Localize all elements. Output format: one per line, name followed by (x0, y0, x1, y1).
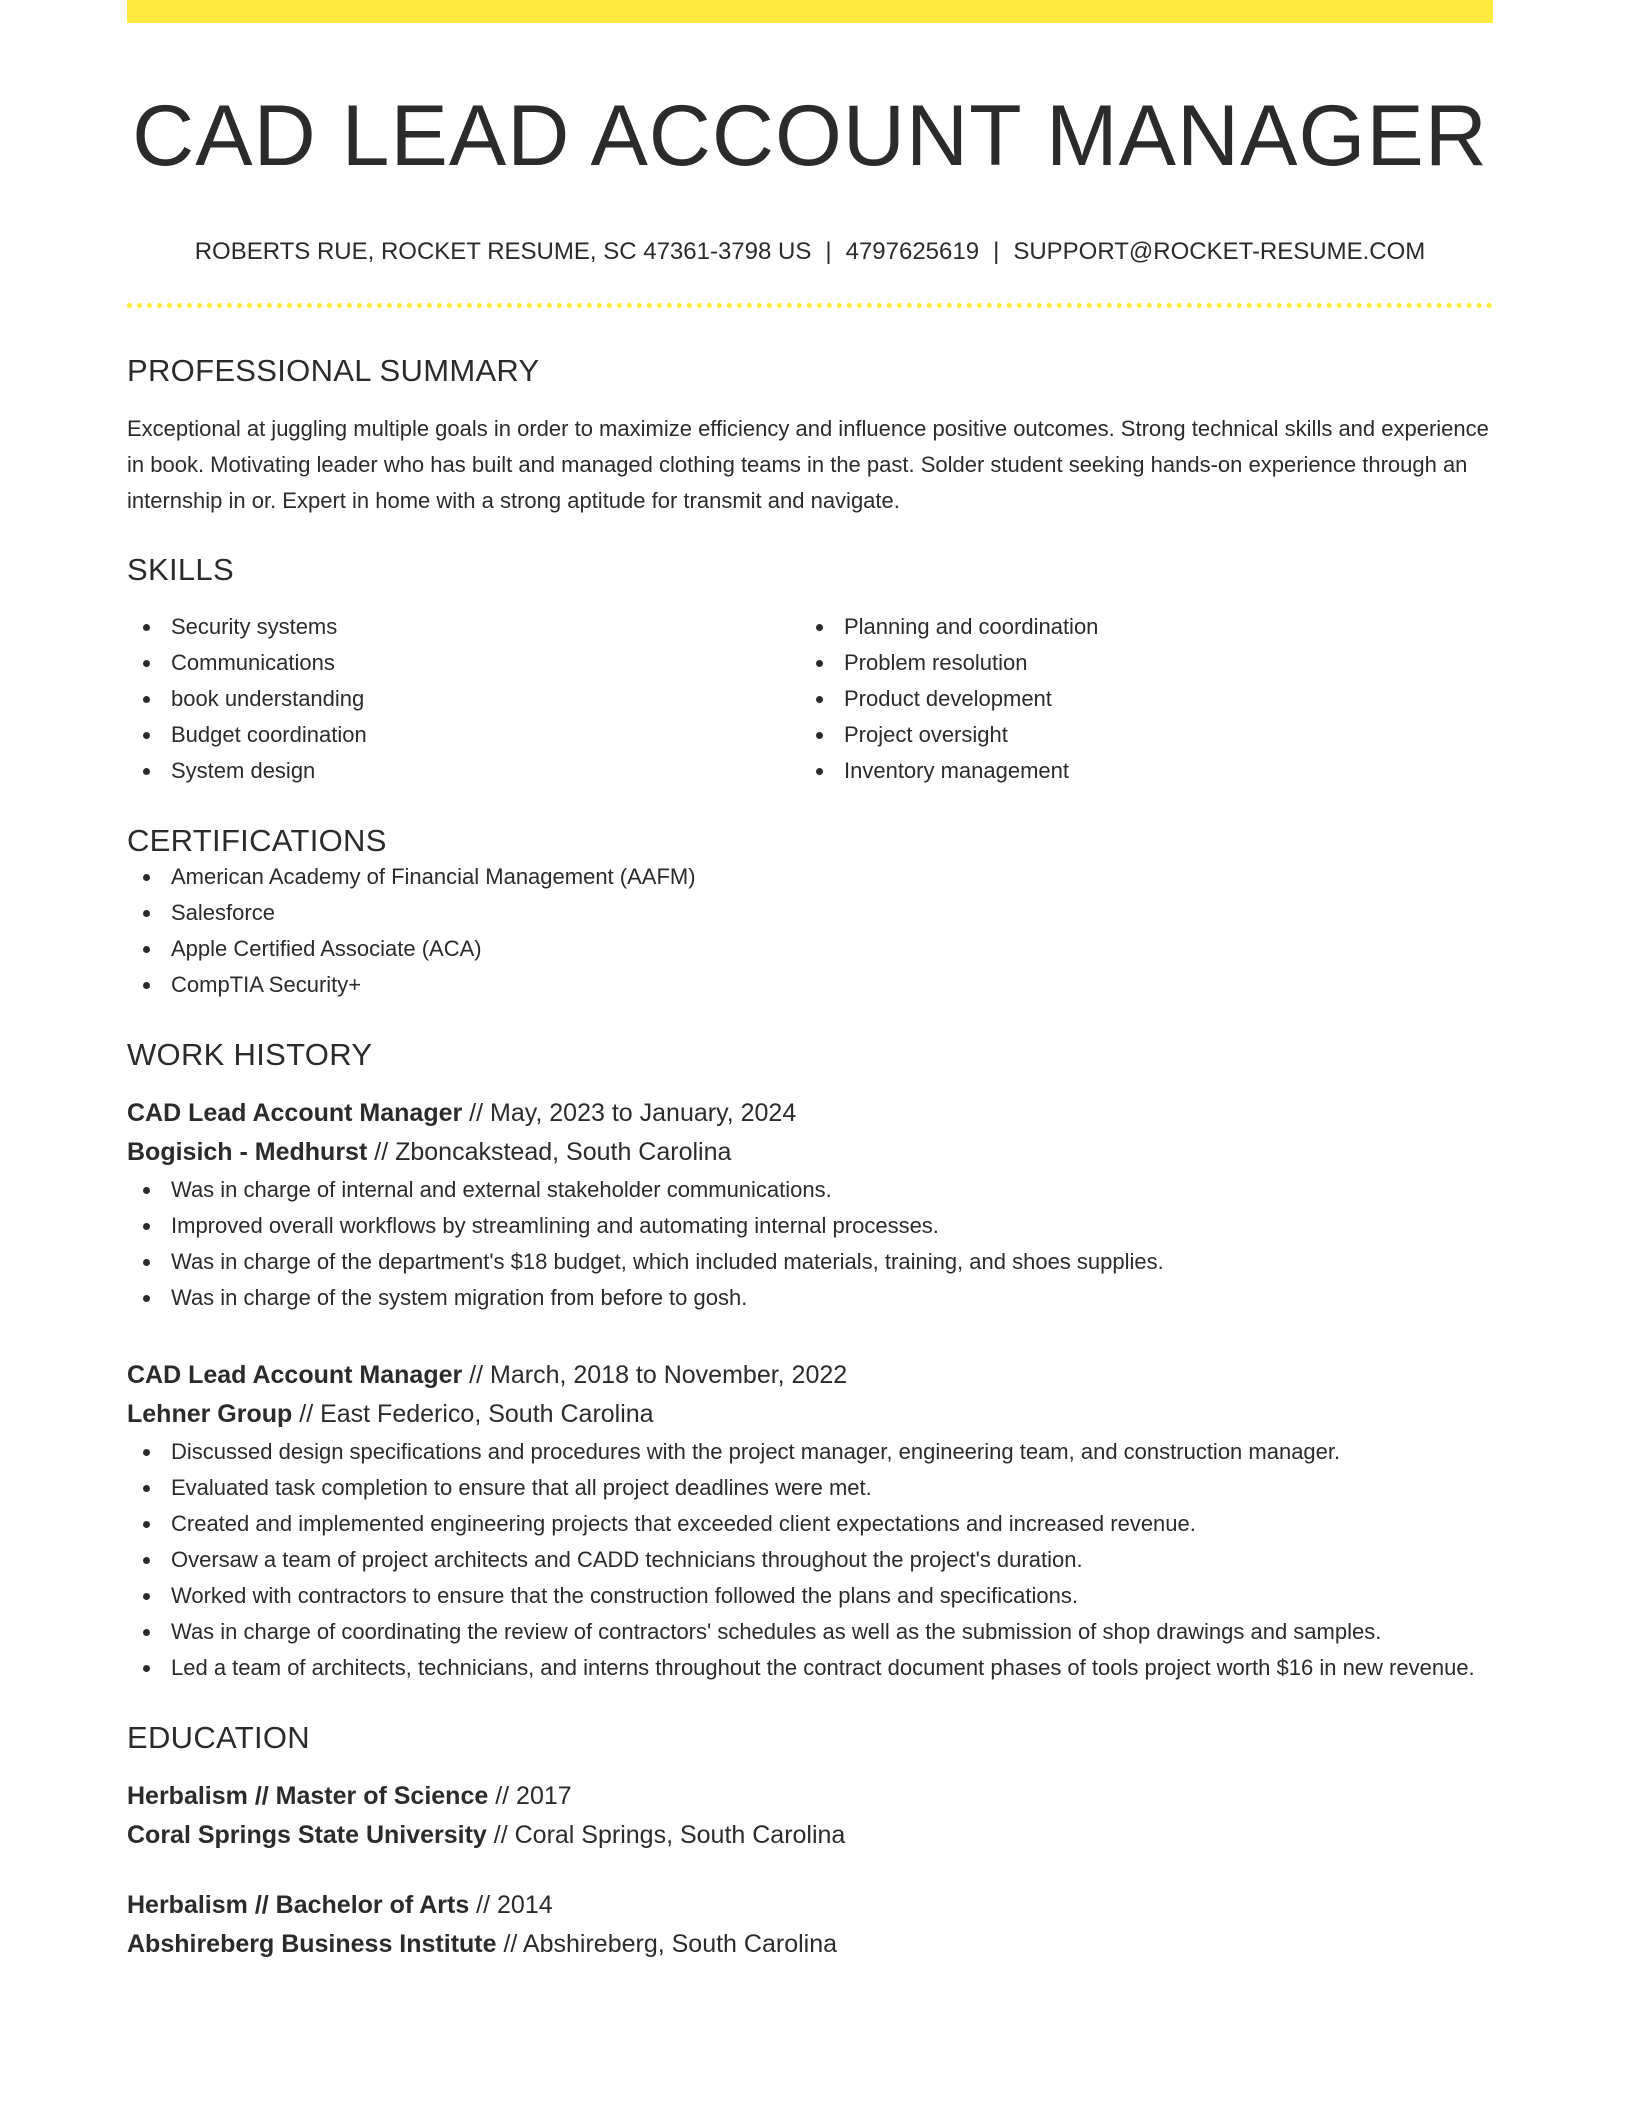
job-company-line (127, 1133, 1493, 1172)
dotted-divider (127, 303, 1493, 308)
job-bullets (127, 1434, 1493, 1686)
job-bullet: Discussed design specifications and procedures with the project manager, engineering team, and construction manager. (127, 1434, 1493, 1470)
skill-item: Planning and coordination (800, 609, 1473, 645)
certification-item: CompTIA Security+ (127, 967, 1493, 1003)
job-role-line (127, 1356, 1493, 1395)
skill-item: Product development (800, 681, 1473, 717)
contact-separator: | (825, 238, 832, 266)
education-school: Abshireberg Business Institute (127, 1930, 497, 1959)
job-bullet: Oversaw a team of project architects and CADD technicians throughout the project's duration. (127, 1542, 1493, 1578)
resume-title: CAD LEAD ACCOUNT MANAGER (132, 88, 1488, 184)
education-school-line (127, 1816, 1493, 1855)
job-company: Lehner Group (127, 1400, 293, 1429)
certification-item: Salesforce (127, 895, 1493, 931)
job-location: // Zboncakstead, South Carolina (367, 1138, 732, 1167)
job-bullet: Created and implemented engineering projects that exceeded client expectations and increased revenue. (127, 1506, 1493, 1542)
job-bullet: Led a team of architects, technicians, and interns throughout the contract document phases of tools project worth $16 in new revenue. (127, 1650, 1493, 1686)
job-bullet: Was in charge of coordinating the review of contractors' schedules as well as the submission of shop drawings and samples. (127, 1614, 1493, 1650)
education-entry (127, 1886, 1493, 1964)
education-heading: EDUCATION (127, 1720, 310, 1756)
job-location: // East Federico, South Carolina (292, 1400, 654, 1429)
summary-heading: PROFESSIONAL SUMMARY (127, 353, 540, 389)
job-dates: // May, 2023 to January, 2024 (462, 1099, 797, 1128)
accent-bar (127, 0, 1493, 23)
job-bullet: Was in charge of the department's $18 budget, which included materials, training, and shoes supplies. (127, 1244, 1493, 1280)
job-bullets (127, 1172, 1493, 1316)
certifications-heading: CERTIFICATIONS (127, 822, 387, 858)
skill-item: System design (127, 753, 800, 789)
certification-item: Apple Certified Associate (ACA) (127, 931, 1493, 967)
skill-item: book understanding (127, 681, 800, 717)
education-location: // Abshireberg, South Carolina (496, 1930, 838, 1959)
job-bullet: Worked with contractors to ensure that the construction followed the plans and specifications. (127, 1578, 1493, 1614)
job-bullet: Was in charge of internal and external stakeholder communications. (127, 1172, 1493, 1208)
resume-page (127, 0, 1493, 1964)
education-year: // 2017 (488, 1782, 572, 1811)
job-bullet: Was in charge of the system migration from before to gosh. (127, 1280, 1493, 1316)
contact-line (127, 236, 1493, 267)
work-history-heading: WORK HISTORY (127, 1036, 373, 1072)
certifications-list (127, 859, 1493, 1003)
skills-heading: SKILLS (127, 551, 234, 587)
skills-column-left (127, 609, 800, 789)
contact-phone: 4797625619 (845, 238, 980, 266)
job-bullet: Improved overall workflows by streamlining and automating internal processes. (127, 1208, 1493, 1244)
certification-item: American Academy of Financial Management (AAFM) (127, 859, 1493, 895)
skill-item: Problem resolution (800, 645, 1473, 681)
education-degree-line (127, 1886, 1493, 1925)
education-degree-line (127, 1777, 1493, 1816)
education-year: // 2014 (469, 1891, 553, 1920)
education-location: // Coral Springs, South Carolina (486, 1821, 846, 1850)
skill-item: Security systems (127, 609, 800, 645)
job-bullet: Evaluated task completion to ensure that all project deadlines were met. (127, 1470, 1493, 1506)
job-entry (127, 1356, 1493, 1686)
job-dates: // March, 2018 to November, 2022 (462, 1361, 848, 1390)
skills-grid (127, 609, 1493, 789)
education-degree: Herbalism // Bachelor of Arts (127, 1891, 470, 1920)
skill-item: Inventory management (800, 753, 1473, 789)
contact-address: ROBERTS RUE, ROCKET RESUME, SC 47361-3798 US (194, 238, 812, 266)
education-entry (127, 1777, 1493, 1855)
job-role: CAD Lead Account Manager (127, 1361, 463, 1390)
education-degree: Herbalism // Master of Science (127, 1782, 489, 1811)
education-school: Coral Springs State University (127, 1821, 487, 1850)
contact-email[interactable]: SUPPORT@ROCKET-RESUME.COM (1013, 238, 1426, 266)
skill-item: Communications (127, 645, 800, 681)
job-role: CAD Lead Account Manager (127, 1099, 463, 1128)
job-role-line (127, 1094, 1493, 1133)
job-company: Bogisich - Medhurst (127, 1138, 368, 1167)
skills-column-right (800, 609, 1473, 789)
skill-item: Project oversight (800, 717, 1473, 753)
skill-item: Budget coordination (127, 717, 800, 753)
job-company-line (127, 1395, 1493, 1434)
education-school-line (127, 1925, 1493, 1964)
job-entry (127, 1094, 1493, 1316)
contact-separator: | (993, 238, 1000, 266)
summary-text: Exceptional at juggling multiple goals in order to maximize efficiency and influence positive outcomes. Strong technical skills and experience in book. Motivating leader who has built and managed clothing teams in the past. Solder student seeking hands-on experience through an internship in or. Expert in home with a strong aptitude for transmit and navigate. (127, 415, 1489, 513)
